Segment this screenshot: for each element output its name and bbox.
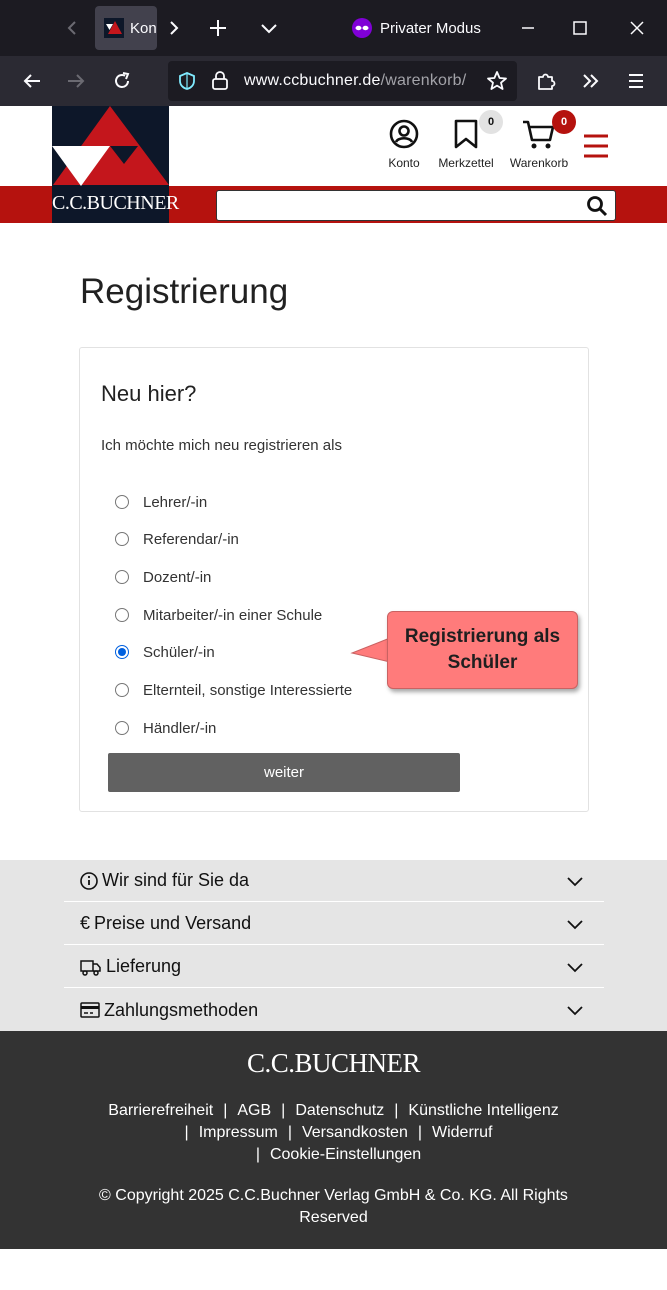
accordion-item-payment[interactable]: [64, 989, 604, 1031]
accordion-label: Preise und Versand: [94, 913, 252, 933]
radio-label: Schüler/-in: [143, 643, 215, 661]
footer-link-ai[interactable]: Künstliche Intelligenz: [408, 1102, 559, 1119]
tab-scroll-right-icon[interactable]: [156, 8, 192, 48]
radio-option-parent[interactable]: [115, 679, 352, 701]
tab-scroll-left-icon[interactable]: [52, 8, 92, 48]
private-mask-icon: [352, 18, 372, 38]
footer-link-shipping[interactable]: Versandkosten: [301, 1124, 408, 1141]
radio-label: Elternteil, sonstige Interessierte: [143, 681, 353, 699]
registration-card: [79, 347, 589, 812]
radio-button[interactable]: [115, 608, 129, 622]
browser-tab[interactable]: [95, 6, 157, 50]
radio-button[interactable]: [115, 532, 129, 546]
info-accordion: [0, 860, 667, 1031]
footer-logo: C.C.BUCHNER: [246, 1048, 421, 1078]
euro-icon: €: [80, 913, 91, 933]
accordion-label: Wir sind für Sie da: [102, 870, 250, 890]
radio-option-dealer[interactable]: [115, 717, 216, 739]
overflow-chevrons-icon[interactable]: [571, 61, 611, 101]
account-link[interactable]: [388, 118, 420, 170]
forward-arrow-icon[interactable]: [56, 61, 96, 101]
callout-line-1: Registrierung als: [404, 626, 561, 647]
chevron-down-icon[interactable]: [566, 1003, 584, 1017]
card-title: Neu hier?: [101, 381, 197, 406]
new-tab-icon[interactable]: [198, 8, 238, 48]
accordion-item-support[interactable]: [64, 860, 604, 902]
bookmark-star-icon[interactable]: [486, 70, 508, 92]
url-path: /warenkorb/: [380, 72, 467, 89]
radio-label: Lehrer/-in: [143, 493, 208, 511]
url-host: www.ccbuchner.de: [244, 72, 381, 89]
radio-label: Referendar/-in: [143, 530, 239, 548]
app-menu-icon[interactable]: [616, 61, 656, 101]
radio-button[interactable]: [115, 570, 129, 584]
footer-link-cookies[interactable]: Cookie-Einstellungen: [269, 1146, 422, 1163]
site-header: [0, 106, 667, 223]
chevron-down-icon[interactable]: [566, 960, 584, 974]
private-mode-indicator: [352, 16, 481, 40]
lock-icon[interactable]: [211, 70, 229, 90]
account-label: Konto: [388, 156, 420, 170]
browser-tab-bar: [0, 0, 667, 56]
browser-nav-bar: [0, 56, 667, 106]
hamburger-menu-icon[interactable]: [583, 134, 609, 163]
footer-link-accessibility[interactable]: Barrierefreiheit: [108, 1102, 214, 1119]
footer-link-terms[interactable]: AGB: [237, 1102, 272, 1119]
radio-option-school-staff[interactable]: [115, 604, 322, 626]
radio-label: Händler/-in: [143, 719, 217, 737]
radio-button-selected[interactable]: [115, 645, 129, 659]
accordion-item-delivery[interactable]: [64, 946, 604, 988]
info-icon: [80, 872, 98, 890]
minimize-icon[interactable]: [508, 8, 548, 48]
tab-list-chevron-down-icon[interactable]: [250, 8, 288, 48]
annotation-callout: [387, 611, 578, 689]
footer-link-imprint[interactable]: Impressum: [198, 1124, 278, 1141]
wishlist-label: Merkzettel: [438, 156, 494, 170]
radio-option-lecturer[interactable]: [115, 566, 211, 588]
radio-label: Mitarbeiter/-in einer Schule: [143, 606, 323, 624]
truck-icon: [80, 958, 102, 976]
url-bar[interactable]: [168, 61, 517, 101]
url-text[interactable]: [244, 72, 466, 90]
wishlist-count-badge: 0: [479, 110, 503, 134]
tracking-shield-icon[interactable]: [177, 71, 197, 91]
extensions-puzzle-icon[interactable]: [526, 61, 566, 101]
footer-link-privacy[interactable]: Datenschutz: [295, 1102, 385, 1119]
radio-button[interactable]: [115, 721, 129, 735]
reload-icon[interactable]: [102, 61, 142, 101]
card-subtitle: Ich möchte mich neu registrieren als: [101, 437, 342, 454]
maximize-icon[interactable]: [560, 8, 600, 48]
chevron-down-icon[interactable]: [566, 874, 584, 888]
logo-text: C.C.BUCHNER: [52, 192, 179, 214]
radio-button[interactable]: [115, 495, 129, 509]
search-input[interactable]: [216, 190, 616, 221]
cart-label: Warenkorb: [509, 156, 569, 170]
cart-count-badge: 0: [552, 110, 576, 134]
radio-option-teacher[interactable]: [115, 491, 207, 513]
footer-link-withdrawal[interactable]: Widerruf: [432, 1124, 493, 1141]
accordion-label: Lieferung: [106, 956, 182, 976]
radio-option-trainee[interactable]: [115, 528, 239, 550]
site-logo[interactable]: [52, 106, 179, 223]
page-title: Registrierung: [80, 272, 289, 311]
callout-line-2: Schüler: [447, 652, 518, 673]
site-favicon-icon: [104, 18, 124, 38]
site-footer: [0, 1031, 667, 1249]
chevron-down-icon[interactable]: [566, 917, 584, 931]
radio-label: Dozent/-in: [143, 568, 212, 586]
radio-option-student[interactable]: [115, 641, 215, 663]
tab-title: Kon: [130, 19, 157, 37]
account-user-icon: [388, 118, 420, 150]
credit-card-icon: [80, 1002, 100, 1018]
search-icon[interactable]: [586, 195, 608, 217]
private-mode-label: Privater Modus: [380, 19, 481, 37]
callout-pointer-icon: [350, 636, 390, 666]
close-window-icon[interactable]: [617, 8, 657, 48]
radio-button[interactable]: [115, 683, 129, 697]
footer-links: Barrierefreiheit | AGB | Datenschutz | Künstliche Intelligenz | Impressum | Versandkosten | Widerruf | Cookie-Einstellungen: [108, 1102, 559, 1163]
copyright-text: © Copyright 2025 C.C.Buchner Verlag GmbH & Co. KG. All Rights Reserved: [99, 1187, 568, 1226]
back-arrow-icon[interactable]: [12, 61, 52, 101]
accordion-label: Zahlungsmethoden: [104, 999, 259, 1020]
continue-button[interactable]: weiter: [108, 753, 460, 792]
accordion-item-prices[interactable]: [64, 903, 604, 945]
